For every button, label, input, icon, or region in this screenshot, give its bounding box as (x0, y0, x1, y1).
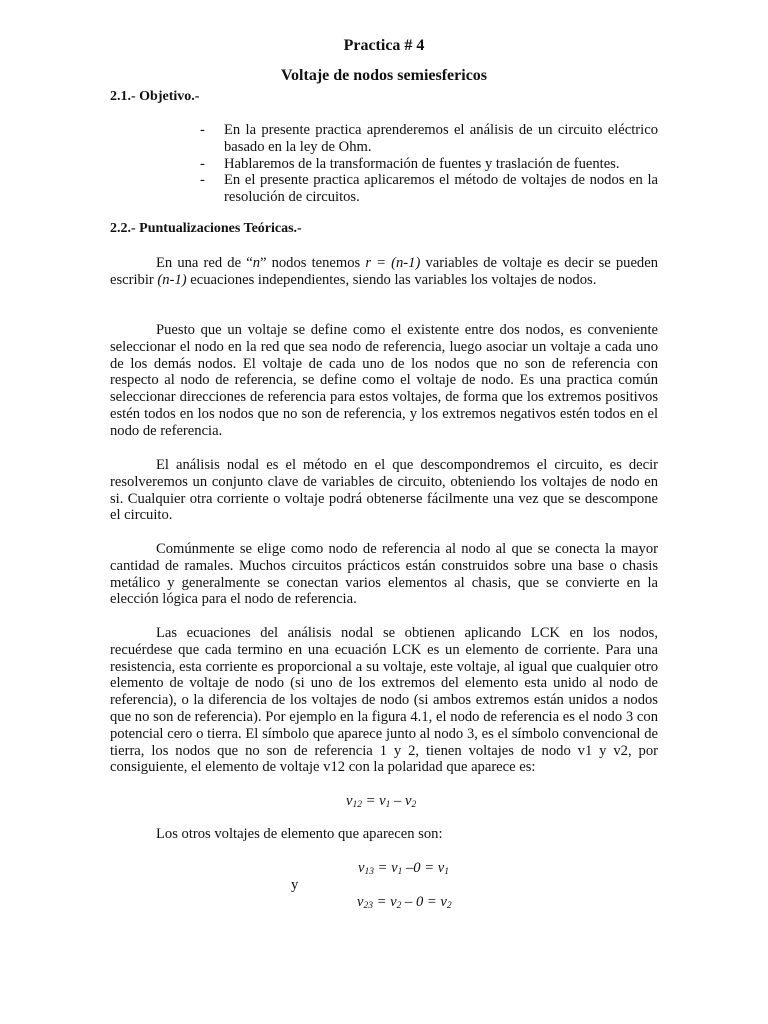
section-heading-puntualizaciones: 2.2.- Puntualizaciones Teóricas.- (110, 221, 302, 236)
list-item-text: En la presente practica aprenderemos el análisis de un circuito eléctrico basado en la ley de Ohm. (224, 122, 658, 155)
eq-part: = v (373, 860, 398, 876)
eq-subscript: 1 (397, 867, 403, 877)
document-title: Practica # 4 (343, 37, 425, 54)
text-run-italic: (n-1) (157, 271, 187, 288)
eq-part: – v (390, 793, 412, 809)
eq-subscript: 1 (385, 800, 391, 810)
eq-subscript: 1 (444, 867, 449, 877)
text-run: ” nodos tenemos (259, 255, 366, 271)
document-subtitle: Voltaje de nodos semiesfericos (280, 67, 488, 84)
eq-part: = v (372, 894, 397, 910)
text-run: variables de voltaje es decir se pueden escribir (110, 255, 659, 288)
paragraph-5: Las ecuaciones del análisis nodal se obtienen aplicando LCK en los nodos, recuérdese que cada termino en una ecuación LCK es un elemento de corriente. Para una resistencia, esta corriente es proporcional a su voltaje, este voltaje, al igual que cualquier otro elemento de voltaje de nodo (si uno de los extremos del elemento esta unido al nodo de referencia), o la diferencia de los voltajes de nodo (si ambos extremos están unidos a nodos que no son de referencia). Por ejemplo en la figura 4.1, el nodo de referencia es el nodo 3 con potencial cero o tierra. El símbolo que aparece junto al nodo 3, es el símbolo convencional de tierra, los nodos que no son de referencia 1 y 2, tienen voltajes de nodo v1 y v2, por consiguiente, el elemento de voltaje v12 con la polaridad que aparece es: (110, 625, 658, 776)
text-run: En una red de “ (156, 255, 253, 271)
eq-subscript: 13 (364, 867, 374, 877)
equation-v13 (358, 860, 449, 881)
list-item-text: En el presente practica aplicaremos el método de voltajes de nodos en la resolución de circuitos. (224, 172, 658, 206)
paragraph-1 (110, 255, 658, 289)
list-item (200, 122, 658, 156)
eq-part: – 0 = v (401, 894, 447, 910)
eq-part: = v (361, 793, 386, 809)
eq-subscript: 2 (446, 901, 452, 911)
eq-subscript: 2 (411, 800, 417, 810)
eq-subscript: 2 (396, 901, 402, 911)
equation-v23 (357, 894, 452, 915)
eq-part: –0 = v (402, 860, 445, 876)
bullet-dash: - (200, 122, 205, 138)
bullet-dash: - (200, 172, 205, 189)
equation-v12 (346, 793, 416, 814)
paragraph-3: El análisis nodal es el método en el que descompondremos el circuito, es decir resolveremos un conjunto clave de variables de circuito, obteniendo los voltajes de nodo en si. Cualquier otra corriente o voltaje podrá obtenerse fácilmente una vez que se descompone el circuito. (110, 457, 658, 524)
eq-subscript: 12 (352, 800, 362, 810)
text-run-italic: n (252, 255, 260, 271)
paragraph-6: Los otros voltajes de elemento que aparecen son: (156, 826, 443, 842)
text-run: ecuaciones independientes, siendo las variables los voltajes de nodos. (186, 271, 597, 288)
list-item (200, 172, 658, 206)
eq-part: v (358, 860, 365, 876)
paragraph-2: Puesto que un voltaje se define como el existente entre dos nodos, es conveniente seleccionar el nodo en la red que sea nodo de referencia, luego asociar un voltaje a cada uno de los demás nodos. El voltaje de cada uno de los nodos que no son de referencia con respecto al nodo de referencia, se define como el voltaje de nodo. Es una practica común seleccionar direcciones de referencia para estos voltajes, de forma que los extremos positivos estén todos en los nodos que no son de referencia, y los extremos negativos estén todos en el nodo de referencia. (110, 322, 658, 439)
eq-part: v (357, 894, 364, 910)
list-item-text: Hablaremos de la transformación de fuentes y traslación de fuentes. (224, 155, 620, 172)
eq-subscript: 23 (363, 901, 373, 911)
connector-word: y (291, 877, 299, 893)
objective-list (200, 122, 658, 206)
paragraph-4: Comúnmente se elige como nodo de referencia al nodo al que se conecta la mayor cantidad de ramales. Muchos circuitos prácticos están construidos sobre una base o chasis metálico y generalmente se conectan varios elementos al chasis, que se convierte en la elección lógica para el nodo de referencia. (110, 541, 658, 608)
list-item (200, 156, 658, 173)
bullet-dash: - (200, 155, 205, 172)
section-heading-objetivo: 2.1.- Objetivo.- (110, 89, 200, 104)
eq-part: v (346, 793, 353, 809)
text-run-italic: r = (n-1) (365, 255, 421, 271)
